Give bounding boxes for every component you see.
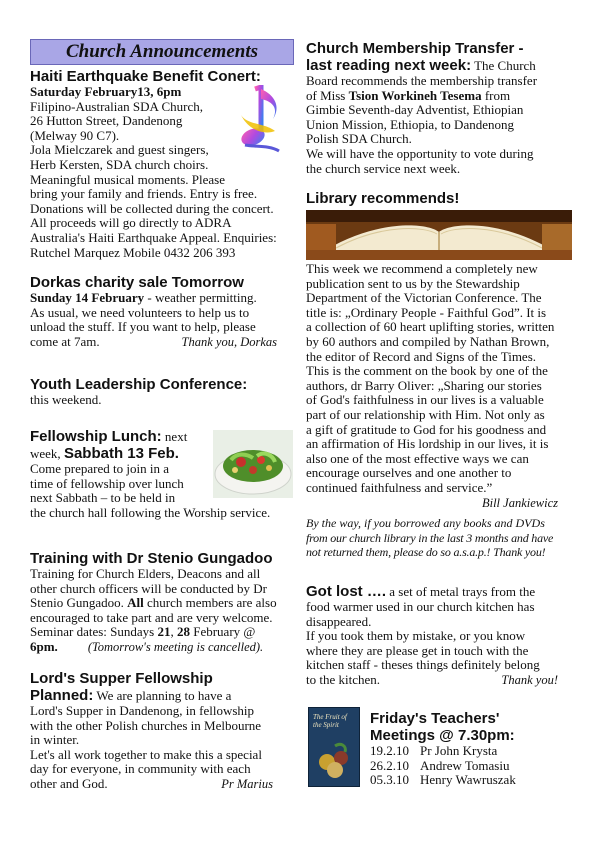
youth-title: Youth Leadership Conference: bbox=[30, 376, 248, 393]
fellowship-title: Fellowship Lunch: bbox=[30, 428, 162, 445]
book-cover bbox=[308, 707, 360, 787]
list-item: 05.3.10 Henry Wawruszak bbox=[370, 772, 516, 788]
library-signature: Bill Jankiewicz bbox=[481, 495, 558, 510]
library-section bbox=[306, 190, 572, 207]
supper-section: Lord's Supper Fellowship Planned: We are planning to have a Lord's Supper in Dandenong, in fellowship with the other Polish churches in Melbourne in winter. Let's all work together to make this a special day for everyone, in community with each other and God. Pr Marius bbox=[30, 670, 295, 792]
membership-title: Church Membership Transfer - bbox=[306, 40, 524, 57]
music-note-icon bbox=[235, 85, 287, 157]
teachers-title: Friday's Teachers' bbox=[370, 710, 500, 727]
book-cover-title: The Fruit of the Spirit bbox=[313, 713, 347, 729]
teachers-section: Friday's Teachers' Meetings @ 7.30pm: 19.2.10 Pr John Krysta 26.2.10 Andrew Tomasiu 05.3.10 Henry Wawruszak bbox=[370, 710, 580, 788]
lost-signature: Thank you! bbox=[501, 672, 558, 687]
library-title: Library recommends! bbox=[306, 190, 460, 207]
library-body: This week we recommend a completely new publication sent to us by the Stewardship Department of the Victorian Conference. The title is: „Ordinary People - Faithful God”. It is a collection of 60 heart uplifting stories, written by 60 authors and compiled by Nathan Brown, the editor of Record and Signs of the Times. This is the comment on the book by one of the authors, dr Barry Oliver: „Sharing our stories of God's faithfulness in our lives is a valuable part of our relationship with Him. Not only as a gift of gratitude to God for his goodness and an affirmation of His lordship in our lives, it is also one of the most effective ways we can encourage ourselves and one another to continued faithfulness and service.” Bill Jankiewicz By the way, if you borrowed any books and DVDs from our church library in the last 3 months and have not returned them, please do so a.s.a.p.! Thank you! bbox=[306, 262, 572, 560]
membership-section: Church Membership Transfer - last reading next week: The Church Board recommends the membership transfer of Miss Tsion Workineh Tesema from Gimbie Seventh-day Adventist, Ethiopian Union Mission, Ethiopia, to Dandenong Polish SDA Church. We will have the opportunity to vote during the church service next week. bbox=[306, 40, 572, 176]
dorkas-title: Dorkas charity sale Tomorrow bbox=[30, 274, 244, 291]
supper-signature: Pr Marius bbox=[221, 776, 273, 791]
training-section: Training with Dr Stenio Gungadoo Training for Church Elders, Deacons and all other church officers will be conducted by Dr Stenio Gungadoo. All church members are also encouraged to take part and are very welcome. Seminar dates: Sundays 21, 28 February @ 6pm. (Tomorrow's meeting is cancelled). bbox=[30, 550, 295, 655]
dorkas-section: Dorkas charity sale Tomorrow Sunday 14 February - weather permitting. As usual, we need volunteers to help us to unload the stuff. If you want to help, please come at 7am. Thank you, Dorkas bbox=[30, 274, 295, 349]
salad-bowl-icon bbox=[213, 430, 293, 498]
fellowship-date: Sabbath 13 Feb. bbox=[63, 445, 179, 462]
fellowship-section: Fellowship Lunch: next week, Sabbath 13 Feb. Come prepared to join in a time of fellowship over lunch next Sabbath – to be held in the church hall following the Worship service. bbox=[30, 428, 271, 520]
training-note: (Tomorrow's meeting is cancelled). bbox=[87, 639, 264, 654]
training-title: Training with Dr Stenio Gungadoo bbox=[30, 550, 273, 567]
books-photo-icon bbox=[306, 210, 572, 260]
haiti-body: Filipino-Australian SDA Church, 26 Hutton Street, Dandenong (Melway 90 C7). Jola Mielczarek and guest singers, Herb Kersten, SDA church choirs. Meaningful musical moments. Please bring your family and friends. Entry is free. Donations will be collected during the concert. All proceeds will go directly to ADRA Australia's Haiti Earthquake Appeal. Enquiries: Rutchel Marquez Mobile 0432 206 393 bbox=[30, 98, 277, 260]
lost-section: Got lost …. a set of metal trays from the food warmer used in our church kitchen has disappeared. If you took them by mistake, or you know where they are please get in touch with the kitchen staff - theses things definitely belong to the kitchen. Thank you! bbox=[306, 583, 558, 687]
dorkas-signature: Thank you, Dorkas bbox=[181, 334, 277, 349]
dorkas-date: Sunday 14 February bbox=[30, 290, 145, 305]
youth-section bbox=[30, 376, 295, 408]
haiti-title: Haiti Earthquake Benefit Conert: bbox=[30, 68, 261, 85]
list-item: 26.2.10 Andrew Tomasiu bbox=[370, 757, 510, 773]
haiti-date: Saturday February13, 6pm bbox=[30, 84, 182, 99]
lost-title: Got lost …. bbox=[306, 583, 386, 600]
page-title: Church Announcements bbox=[30, 39, 294, 65]
fruit-icon bbox=[315, 738, 355, 782]
supper-title: Lord's Supper Fellowship bbox=[30, 670, 213, 687]
youth-text: this weekend. bbox=[30, 392, 102, 407]
list-item: 19.2.10 Pr John Krysta bbox=[370, 743, 498, 758]
